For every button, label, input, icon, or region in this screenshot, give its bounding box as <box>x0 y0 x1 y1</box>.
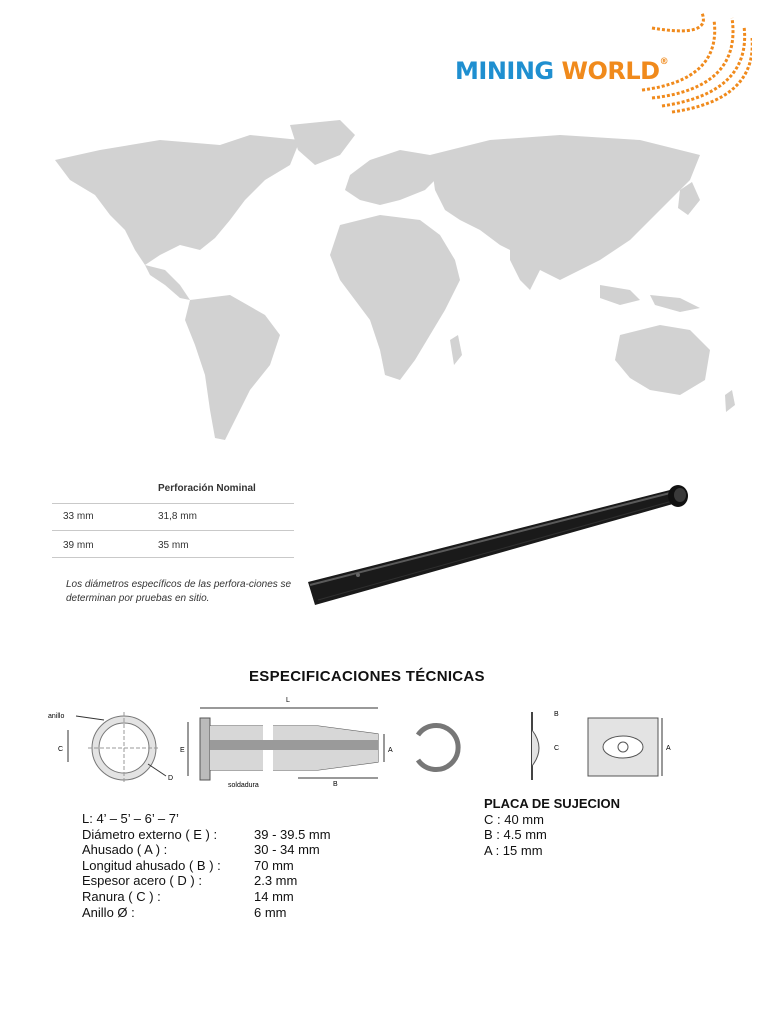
placa-specs <box>484 796 620 858</box>
table-divider <box>52 557 294 558</box>
diagram-label-anillo: anillo <box>48 713 65 720</box>
diagram-label-e: E <box>180 747 185 754</box>
world-map <box>40 120 740 450</box>
table-divider <box>52 503 294 504</box>
table-divider <box>52 530 294 531</box>
table-cell-size: 39 mm <box>63 540 94 551</box>
diagram-label-d: D <box>168 775 174 782</box>
plate-front-diagram <box>588 718 671 776</box>
placa-item: C : 40 mm <box>484 811 544 827</box>
diagram-label-l: L <box>286 697 290 704</box>
diagram-label-a: A <box>388 747 393 754</box>
placa-item: B : 4.5 mm <box>484 827 547 843</box>
rod-side-diagram <box>180 697 393 789</box>
diagram-label-a: A <box>666 745 671 752</box>
table-header-perforacion: Perforación Nominal <box>158 483 256 494</box>
diagram-label-soldadura: soldadura <box>228 782 259 789</box>
placa-title: PLACA DE SUJECION <box>484 796 621 811</box>
diagram-label-c: C <box>554 745 560 752</box>
specs-title: ESPECIFICACIONES TÉCNICAS <box>249 668 485 685</box>
diagram-label-c: C <box>58 746 64 753</box>
table-cell-bore: 31,8 mm <box>158 511 197 522</box>
open-ring-diagram <box>418 726 458 770</box>
plate-side-diagram <box>532 711 559 780</box>
diagram-label-b: B <box>554 711 559 718</box>
placa-item: A : 15 mm <box>484 842 543 858</box>
ring-section-diagram <box>48 712 173 784</box>
table-cell-bore: 35 mm <box>158 540 189 551</box>
logo-wordmark: MINING WORLD® <box>455 57 669 85</box>
table-cell-size: 33 mm <box>63 511 94 522</box>
bore-note: Los diámetros específicos de las perfora-ciones se determinan por pruebas en sitio. <box>66 579 292 604</box>
technical-diagrams <box>48 690 748 790</box>
diagram-label-b: B <box>333 781 338 788</box>
split-set-rod-image <box>300 470 700 620</box>
